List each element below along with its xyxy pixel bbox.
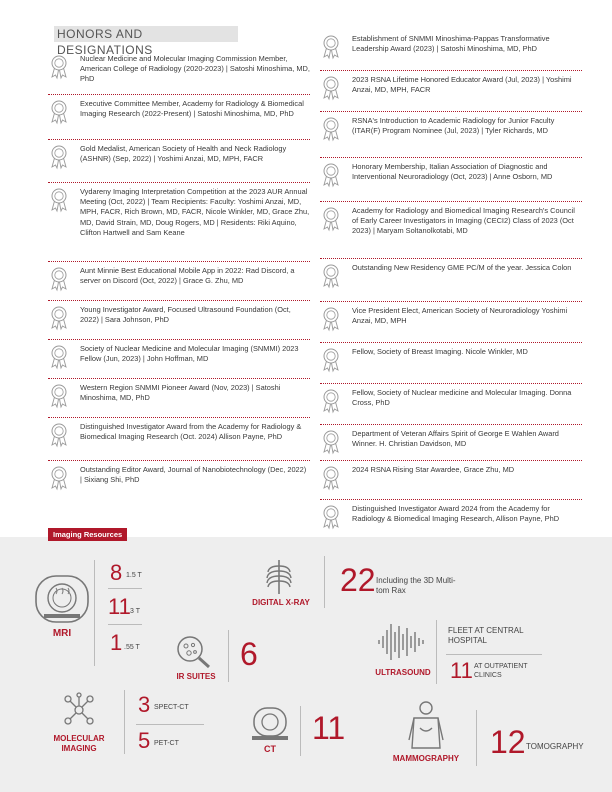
award-text: Establishment of SNMMI Minoshima-Pappas Transformative Leadership Award (2023) | Satoshi Minoshima, MD, PhD — [352, 34, 550, 54]
ribbon-medal-icon — [320, 504, 342, 535]
ribbon-medal-icon — [320, 75, 342, 106]
award-text: Department of Veteran Affairs Spirit of George E Wahlen Award Winner. H. Christian Davidson, MD — [352, 429, 559, 449]
irsuites-count: 6 — [240, 636, 258, 672]
ribbon-medal-icon — [48, 383, 70, 414]
molecular-unit-2: PET-CT — [154, 740, 179, 747]
ultrasound-note: AT OUTPATIENT CLINICS — [474, 663, 528, 679]
award-item — [48, 95, 310, 140]
mri-count-1: 8 — [110, 560, 123, 585]
mammography-note: TOMOGRAPHY — [526, 742, 584, 751]
award-item — [48, 379, 310, 418]
divider — [436, 620, 437, 684]
divider — [136, 724, 204, 725]
ct-count: 11 — [312, 710, 346, 746]
imaging-resources-title: Imaging Resources — [48, 528, 127, 541]
award-item — [48, 50, 310, 95]
award-item — [320, 461, 582, 500]
award-text: Western Region SNMMI Pioneer Award (Nov, 2023) | Satoshi Minoshima, MD, PhD — [80, 383, 281, 403]
ribbon-medal-icon — [48, 305, 70, 336]
magnifier-icon — [174, 634, 214, 675]
mammography-count: 12 — [490, 724, 526, 760]
ribbon-medal-icon — [48, 187, 70, 218]
ribbon-medal-icon — [48, 422, 70, 453]
award-item — [320, 343, 582, 384]
award-item — [320, 384, 582, 425]
ribbon-medal-icon — [48, 344, 70, 375]
award-text: Young Investigator Award, Focused Ultrasound Foundation (Oct, 2022) | Sara Johnson, PhD — [80, 305, 291, 325]
mri-unit-3: .55 T — [124, 644, 140, 651]
award-text: Honorary Membership, Italian Association of Diagnostic and Interventional Neuroradiology (Oct, 2023) | Anne Osborn, MD — [352, 162, 553, 182]
ribbon-medal-icon — [320, 206, 342, 237]
divider — [94, 560, 95, 666]
ribbon-medal-icon — [48, 99, 70, 130]
award-text: Nuclear Medicine and Molecular Imaging Commission Member, American College of Radiology (2020-2023) | Satoshi Minoshima, MD, PhD — [80, 54, 310, 84]
honors-left-column — [48, 50, 310, 497]
award-item — [320, 158, 582, 202]
award-item — [320, 202, 582, 259]
award-text: Aunt Minnie Best Educational Mobile App in 2022: Rad Discord, a server on Discord (Oct, 2022) | Grace G. Zhu, MD — [80, 266, 295, 286]
mri-count-2: 11 — [108, 594, 131, 619]
ribbon-medal-icon — [320, 429, 342, 460]
mammography-label: MAMMOGRAPHY — [392, 754, 460, 763]
ribbon-medal-icon — [320, 388, 342, 419]
award-text: Outstanding Editor Award, Journal of Nanobiotechnology (Dec, 2022) | Sixiang Shi, PhD — [80, 465, 307, 485]
award-text: Fellow, Society of Nuclear medicine and Molecular Imaging. Donna Cross, PhD — [352, 388, 572, 408]
award-item — [48, 301, 310, 340]
ultrasound-label: ULTRASOUND — [375, 668, 431, 677]
mri-unit-2: 3 T — [130, 608, 140, 615]
molecule-icon — [60, 692, 98, 733]
award-text: RSNA's Introduction to Academic Radiology for Junior Faculty (ITAR(F) Program Nominee (Jul, 2023) | Tyler Richards, MD — [352, 116, 555, 136]
award-text: Society of Nuclear Medicine and Molecular Imaging (SNMMI) 2023 Fellow (Jun, 2023) | John Hoffman, MD — [80, 344, 299, 364]
divider — [300, 706, 301, 756]
award-item — [48, 461, 310, 497]
ribbon-medal-icon — [48, 54, 70, 85]
award-item — [48, 183, 310, 262]
mri-unit-1: 1.5 T — [126, 572, 142, 579]
ribbon-medal-icon — [48, 465, 70, 496]
award-text: Outstanding New Residency GME PC/M of the year. Jessica Colon — [352, 263, 572, 272]
divider — [124, 690, 125, 754]
xray-ribcage-icon — [264, 558, 294, 601]
award-item — [48, 418, 310, 461]
molecular-count-1: 3 — [138, 692, 151, 717]
award-item — [48, 262, 310, 301]
award-text: Executive Committee Member, Academy for Radiology & Biomedical Imaging Research (2022-Present) | Satoshi Minoshima, MD, PhD — [80, 99, 304, 119]
award-text: Academy for Radiology and Biomedical Imaging Research's Council of Early Career Investigators in Imaging (CECI2) Class of 2023 (Oct 2023) | Maryam Soltanolkotabi, MD — [352, 206, 575, 236]
divider — [476, 710, 477, 766]
irsuites-label: IR SUITES — [176, 672, 216, 681]
ultrasound-count: 11 — [450, 658, 473, 683]
divider — [446, 654, 542, 655]
award-text: Vice President Elect, American Society of Neuroradiology Yoshimi Anzai, MD, MPH — [352, 306, 568, 326]
award-text: Distinguished Investigator Award 2024 from the Academy for Radiology & Biomedical Imaging Research, Allison Payne, PhD — [352, 504, 560, 524]
ultrasound-wave-icon — [376, 620, 428, 669]
ribbon-medal-icon — [48, 144, 70, 175]
molecular-count-2: 5 — [138, 728, 151, 753]
award-text: Distinguished Investigator Award from the Academy for Radiology & Biomedical Imaging Research (Oct. 2024) Allison Payne, PhD — [80, 422, 302, 442]
mammography-person-icon — [406, 700, 446, 759]
award-item — [320, 425, 582, 461]
award-text: Gold Medalist, American Society of Health and Neck Radiology (ASHNR) (Sep, 2022) | Yoshimi Anzai, MD, MPH, FACR — [80, 144, 287, 164]
divider — [228, 630, 229, 682]
ultrasound-fleet: FLEET AT CENTRAL HOSPITAL — [448, 626, 524, 645]
mri-icon — [34, 574, 90, 629]
award-text: 2024 RSNA Rising Star Awardee, Grace Zhu, MD — [352, 465, 515, 474]
award-item — [48, 340, 310, 379]
divider — [108, 588, 142, 589]
award-item — [320, 500, 582, 532]
award-item — [320, 259, 582, 302]
molecular-label: MOLECULAR IMAGING — [53, 734, 105, 753]
ribbon-medal-icon — [320, 116, 342, 147]
divider — [324, 556, 325, 608]
section-title: HONORS AND DESIGNATIONS — [54, 26, 238, 42]
molecular-unit-1: SPECT-CT — [154, 704, 189, 711]
ribbon-medal-icon — [320, 162, 342, 193]
award-item — [48, 140, 310, 183]
award-item — [320, 71, 582, 112]
xray-note: Including the 3D Multi-tom Rax — [376, 576, 456, 595]
xray-count: 22 — [340, 562, 376, 598]
award-text: Fellow, Society of Breast Imaging. Nicole Winkler, MD — [352, 347, 528, 356]
ribbon-medal-icon — [320, 347, 342, 378]
ribbon-medal-icon — [320, 34, 342, 65]
ribbon-medal-icon — [320, 263, 342, 294]
ct-label: CT — [264, 744, 276, 754]
mri-label: MRI — [52, 628, 72, 639]
award-text: 2023 RSNA Lifetime Honored Educator Award (Jul, 2023) | Yoshimi Anzai, MD, MPH, FACR — [352, 75, 572, 95]
ct-scanner-icon — [250, 706, 290, 747]
mri-count-3: 1 — [110, 630, 123, 655]
divider — [108, 624, 142, 625]
ribbon-medal-icon — [48, 266, 70, 297]
honors-right-column — [320, 30, 582, 532]
award-item — [320, 112, 582, 158]
award-text: Vydareny Imaging Interpretation Competition at the 2023 AUR Annual Meeting (Oct, 2022) | Team Recipients: Faculty: Yoshimi Anzai, MD, MPH, FACR, Rich Brown, MD, FACR, Nicole Winkler, MD, Grace Zhu, MD, David Strain, MD, Doug Rogers, MD | Residents: Riki Aquino, Clifton Hartwell and Sam Keane — [80, 187, 310, 237]
award-item — [320, 302, 582, 343]
xray-label: DIGITAL X-RAY — [252, 598, 310, 607]
ribbon-medal-icon — [320, 465, 342, 496]
ribbon-medal-icon — [320, 306, 342, 337]
award-item — [320, 30, 582, 71]
